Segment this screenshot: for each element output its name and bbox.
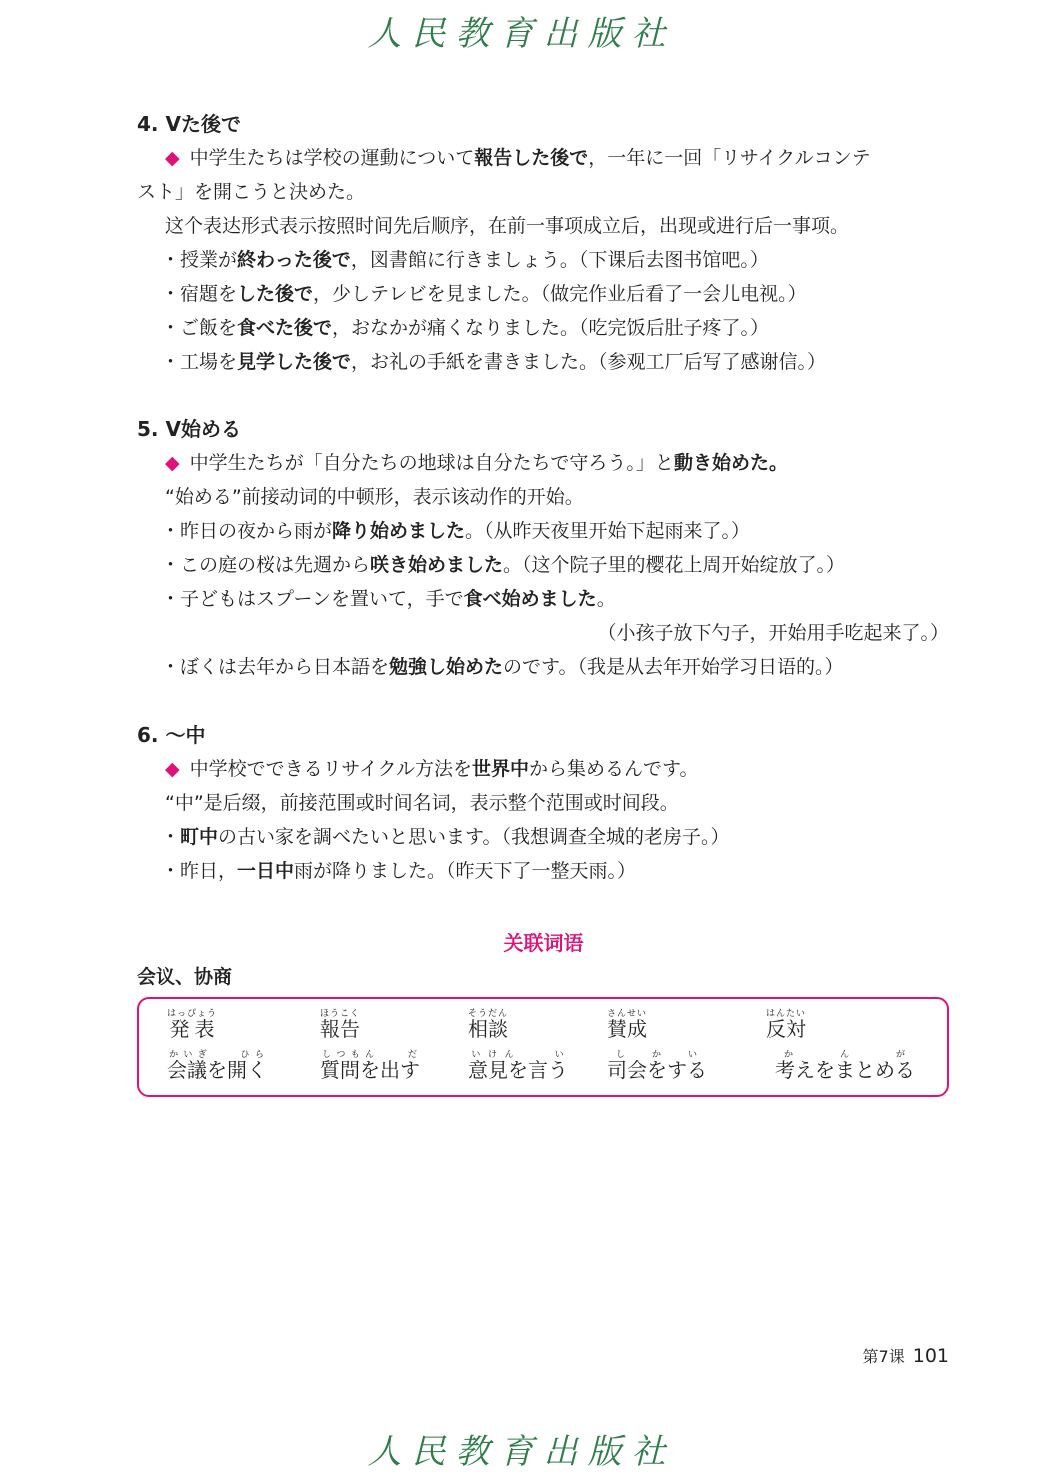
- explanation: “中”是后缀，前接范围或时间名词，表示整个范围或时间段。: [165, 792, 679, 814]
- vocab-word: 発表はっぴょう: [167, 1009, 218, 1041]
- example-sentence: ・工場を見学した後で，お礼の手紙を書きました。（参观工厂后写了感谢信。）: [161, 351, 827, 373]
- vocab-word: 反対はんたい: [766, 1009, 807, 1041]
- key-example-continuation: スト」を開こうと決めた。: [137, 181, 366, 203]
- vocab-word: 賛成さんせい: [607, 1009, 648, 1041]
- lesson-label: 第7课: [862, 1347, 905, 1366]
- grammar-section-6: [137, 718, 957, 888]
- vocab-box: [137, 997, 949, 1097]
- example-sentence: ・ぼくは去年から日本語を勉強し始めたのです。（我是从去年开始学习日语的。）: [161, 656, 844, 678]
- vocab-word: 司会をするしかい: [607, 1050, 707, 1082]
- example-sentence: ・町中の古い家を調べたいと思います。（我想调查全城的老房子。）: [161, 826, 730, 848]
- section-heading: 5. V始める: [137, 417, 241, 441]
- explanation: 这个表达形式表示按照时间先后顺序，在前一事项成立后，出现或进行后一事项。: [165, 215, 850, 237]
- example-translation-continued: （小孩子放下勺子，开始用手吃起来了。）: [597, 622, 949, 644]
- section-heading: 6. 〜中: [137, 723, 206, 747]
- key-example: ◆ 中学生たちは学校の運動について報告した後で，一年に一回「リサイクルコンテ: [165, 147, 871, 169]
- publisher-header-logo: 人民教育出版社: [367, 14, 676, 54]
- vocab-word: 報告ほうこく: [320, 1009, 361, 1041]
- vocab-word: 相談そうだん: [468, 1009, 509, 1041]
- diamond-bullet-icon: ◆: [165, 758, 180, 780]
- example-sentence: ・宿題をした後で，少しテレビを見ました。（做完作业后看了一会儿电视。）: [161, 283, 807, 305]
- explanation: “始める”前接动词的中顿形，表示该动作的开始。: [165, 486, 584, 508]
- diamond-bullet-icon: ◆: [165, 452, 180, 474]
- grammar-section-5: [137, 412, 957, 684]
- example-sentence: ・授業が終わった後で，図書館に行きましょう。（下课后去图书馆吧。）: [161, 249, 769, 271]
- vocab-word: 会議を開くかいぎ ひら: [167, 1050, 267, 1082]
- vocab-word: 考えをまとめるかんが: [775, 1050, 915, 1082]
- example-sentence: ・昨日の夜から雨が降り始めました。（从昨天夜里开始下起雨来了。）: [161, 520, 751, 542]
- section-heading: 4. Vた後で: [137, 112, 241, 136]
- example-sentence: ・子どもはスプーンを置いて，手で食べ始めました。: [161, 588, 616, 610]
- vocab-word: 意見を言ういけん い: [468, 1050, 568, 1082]
- key-example: ◆ 中学校でできるリサイクル方法を世界中から集めるんです。: [165, 758, 699, 780]
- related-words-title: 关联词语: [503, 931, 584, 955]
- example-sentence: ・昨日，一日中雨が降りました。（昨天下了一整天雨。）: [161, 860, 637, 882]
- page-number: 101: [912, 1345, 949, 1367]
- page-footer: [863, 1344, 949, 1367]
- vocab-category-heading: 会议、协商: [137, 966, 233, 988]
- key-example: ◆ 中学生たちが「自分たちの地球は自分たちで守ろう。」と動き始めた。: [165, 452, 788, 474]
- example-sentence: ・ご飯を食べた後で，おなかが痛くなりました。（吃完饭后肚子疼了。）: [161, 317, 770, 339]
- example-sentence: ・この庭の桜は先週から咲き始めました。（这个院子里的樱花上周开始绽放了。）: [161, 554, 846, 576]
- grammar-section-4: [137, 107, 957, 379]
- publisher-footer-logo: 人民教育出版社: [367, 1432, 676, 1472]
- vocab-word: 質問を出すしつもん だ: [320, 1050, 420, 1082]
- diamond-bullet-icon: ◆: [165, 147, 180, 169]
